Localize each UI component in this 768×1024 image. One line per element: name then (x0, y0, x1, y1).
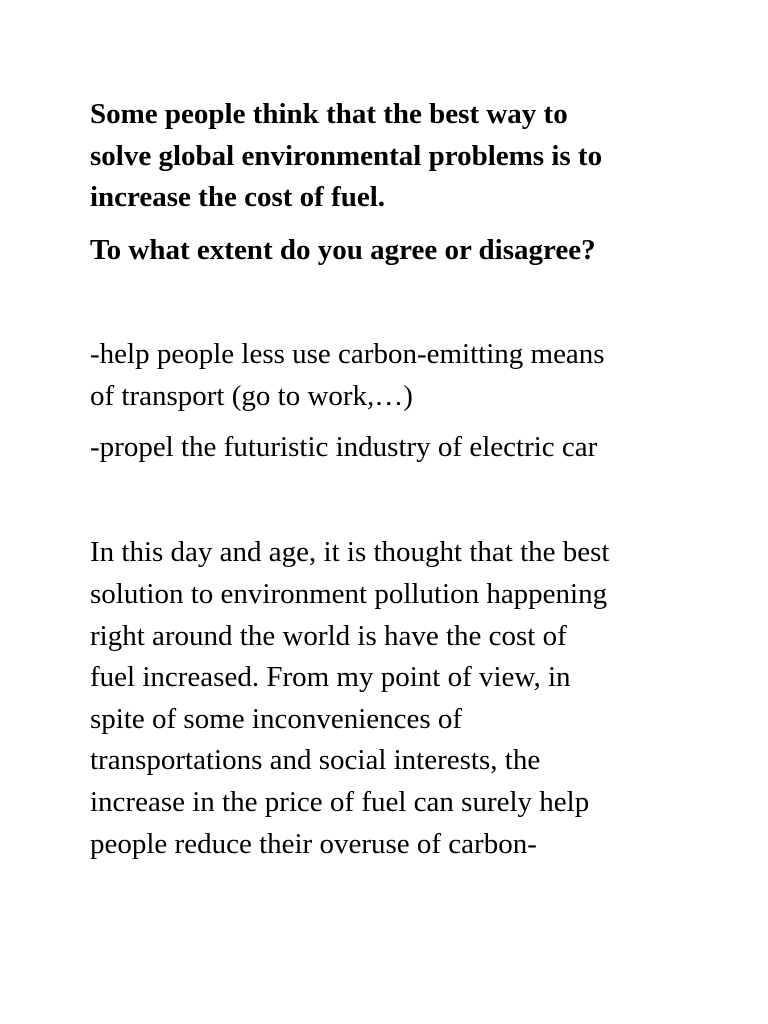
essay-line-1: In this day and age, it is thought that the best (90, 536, 610, 568)
essay-line-8: people reduce their overuse of carbon- (90, 828, 537, 860)
idea-item-2: -propel the futuristic industry of electric car (90, 431, 598, 463)
prompt-line-3: increase the cost of fuel. (90, 181, 386, 213)
essay-line-2: solution to environment pollution happening (90, 578, 608, 610)
prompt-question: To what extent do you agree or disagree? (90, 234, 596, 266)
essay-line-7: increase in the price of fuel can surely help (90, 786, 590, 818)
idea-item-1-line-1: -help people less use carbon-emitting means (90, 338, 605, 370)
essay-line-4: fuel increased. From my point of view, in (90, 661, 571, 693)
idea-item-1-line-2: of transport (go to work,…) (90, 380, 413, 412)
essay-line-5: spite of some inconveniences of (90, 703, 463, 735)
prompt-line-1: Some people think that the best way to (90, 98, 568, 130)
prompt-line-2: solve global environmental problems is to (90, 140, 603, 172)
essay-line-3: right around the world is have the cost of (90, 620, 567, 652)
essay-line-6: transportations and social interests, the (90, 744, 541, 776)
